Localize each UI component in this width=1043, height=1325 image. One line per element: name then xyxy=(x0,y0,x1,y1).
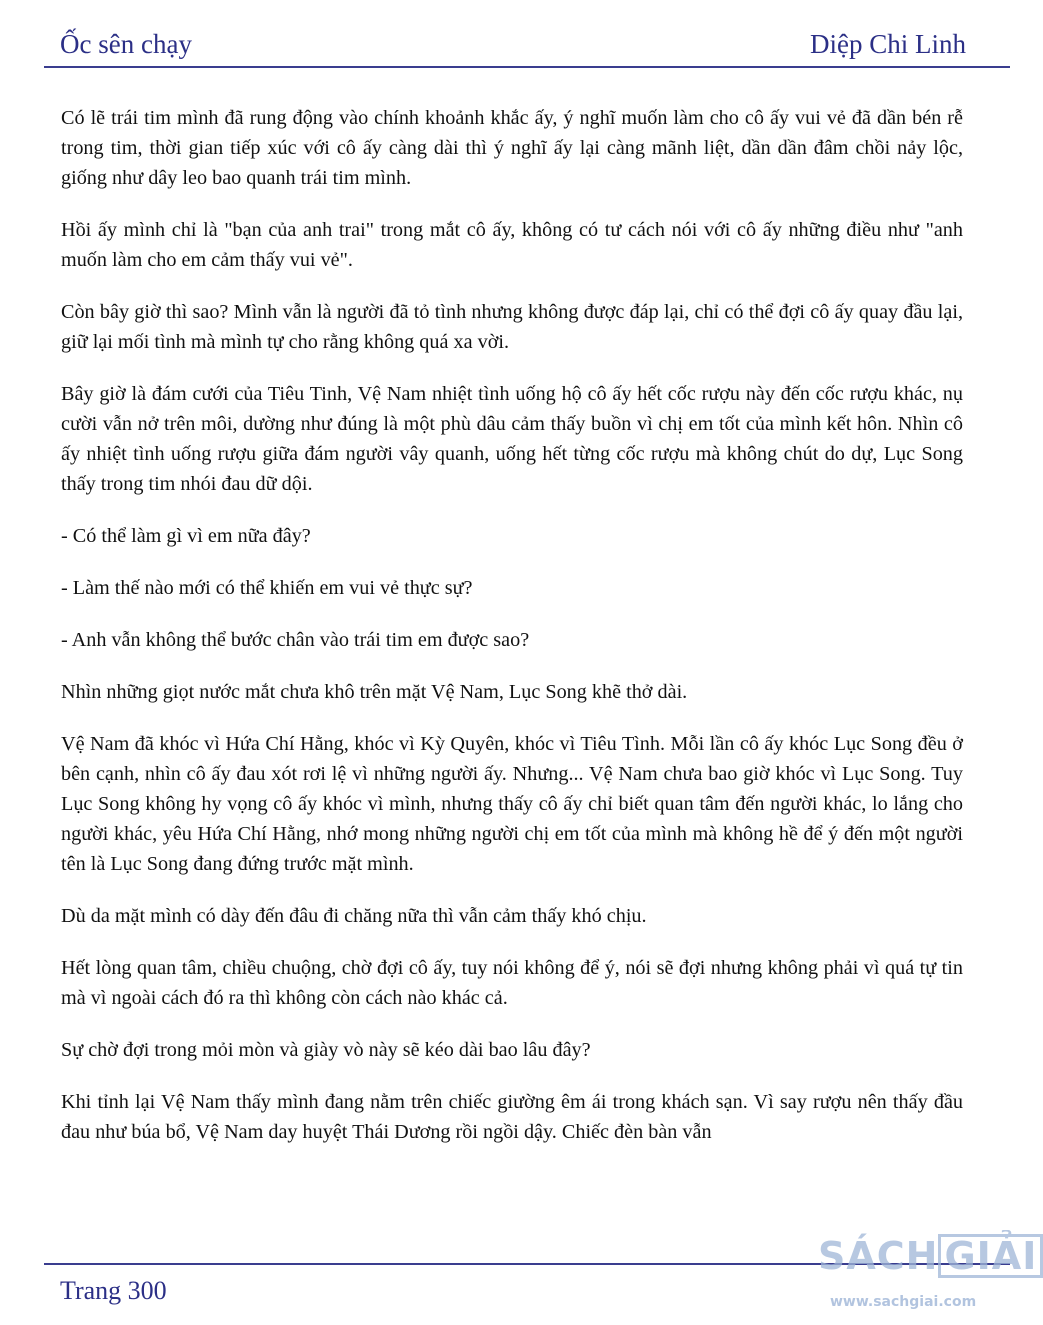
paragraph: Hết lòng quan tâm, chiều chuộng, chờ đợi cô ấy, tuy nói không để ý, nói sẽ đợi nhưng không phải vì quá tự tin mà vì ngoài cách đó ra thì không còn cách nào khác cả. xyxy=(61,957,963,1009)
paragraph: Nhìn những giọt nước mắt chưa khô trên mặt Vệ Nam, Lục Song khẽ thở dài. xyxy=(61,681,688,703)
page-body xyxy=(61,103,963,1169)
header-divider xyxy=(44,66,1010,68)
paragraph: Hồi ấy mình chỉ là "bạn của anh trai" trong mắt cô ấy, không có tư cách nói với cô ấy những điều như "anh muốn làm cho em cảm thấy vui vẻ". xyxy=(61,219,963,271)
page-number: Trang 300 xyxy=(60,1276,167,1305)
paragraph: Bây giờ là đám cưới của Tiêu Tinh, Vệ Nam nhiệt tình uống hộ cô ấy hết cốc rượu này đến cốc rượu khác, nụ cười vẫn nở trên môi, dường như đúng là một phù dâu cảm thấy buồn vì chị em tốt của mình kết hôn. Nhìn cô ấy nhiệt tình uống rượu giữa đám người vây quanh, uống hết từng cốc rượu mà không chút do dự, Lục Song thấy trong tim nhói đau dữ dội. xyxy=(61,383,963,495)
author-name: Diệp Chi Linh xyxy=(810,29,966,59)
watermark-logo xyxy=(818,1234,1038,1324)
paragraph: Dù da mặt mình có dày đến đâu đi chăng nữa thì vẫn cảm thấy khó chịu. xyxy=(61,905,647,927)
paragraph: Sự chờ đợi trong mỏi mòn và giày vò này sẽ kéo dài bao lâu đây? xyxy=(61,1039,591,1061)
paragraph: Còn bây giờ thì sao? Mình vẫn là người đã tỏ tình nhưng không được đáp lại, chỉ có thể đợi cô ấy quay đầu lại, giữ lại mối tình mà mình tự cho rằng không quá xa vời. xyxy=(61,301,963,353)
dialogue-line: - Làm thế nào mới có thể khiến em vui vẻ thực sự? xyxy=(61,577,473,599)
page-header xyxy=(60,24,966,64)
watermark-wordmark xyxy=(818,1234,1043,1278)
paragraph: Khi tỉnh lại Vệ Nam thấy mình đang nằm trên chiếc giường êm ái trong khách sạn. Vì say rượu nên thấy đầu đau như búa bổ, Vệ Nam day huyệt Thái Dương rồi ngồi dậy. Chiếc đèn bàn vẫn xyxy=(61,1091,963,1143)
watermark-logo-part2: GIẢI xyxy=(938,1234,1043,1278)
paragraph: Có lẽ trái tim mình đã rung động vào chính khoảnh khắc ấy, ý nghĩ muốn làm cho cô ấy vui vẻ đã dần bén rễ trong tim, thời gian tiếp xúc với cô ấy càng dài thì ý nghĩ ấy lại càng mãnh liệt, dần dần đâm chồi nảy lộc, giống như dây leo bao quanh trái tim mình. xyxy=(61,107,963,189)
dialogue-line: - Anh vẫn không thể bước chân vào trái tim em được sao? xyxy=(61,629,530,651)
watermark-logo-part1: SÁCH xyxy=(818,1234,939,1278)
watermark-url: www.sachgiai.com xyxy=(830,1294,977,1310)
paragraph: Vệ Nam đã khóc vì Hứa Chí Hằng, khóc vì Kỳ Quyên, khóc vì Tiêu Tình. Mỗi lần cô ấy khóc Lục Song đều ở bên cạnh, nhìn cô ấy đau xót rơi lệ vì những người ấy. Nhưng... Vệ Nam chưa bao giờ khóc vì Lục Song. Tuy Lục Song không hy vọng cô ấy khóc vì mình, nhưng thấy cô ấy chỉ biết quan tâm đến người khác, lo lắng cho người khác, yêu Hứa Chí Hằng, nhớ mong những người chị em tốt của mình mà không hề để ý đến một người tên là Lục Song đang đứng trước mặt mình. xyxy=(61,733,963,875)
dialogue-line: - Có thể làm gì vì em nữa đây? xyxy=(61,525,311,547)
book-title: Ốc sên chạy xyxy=(60,29,192,59)
